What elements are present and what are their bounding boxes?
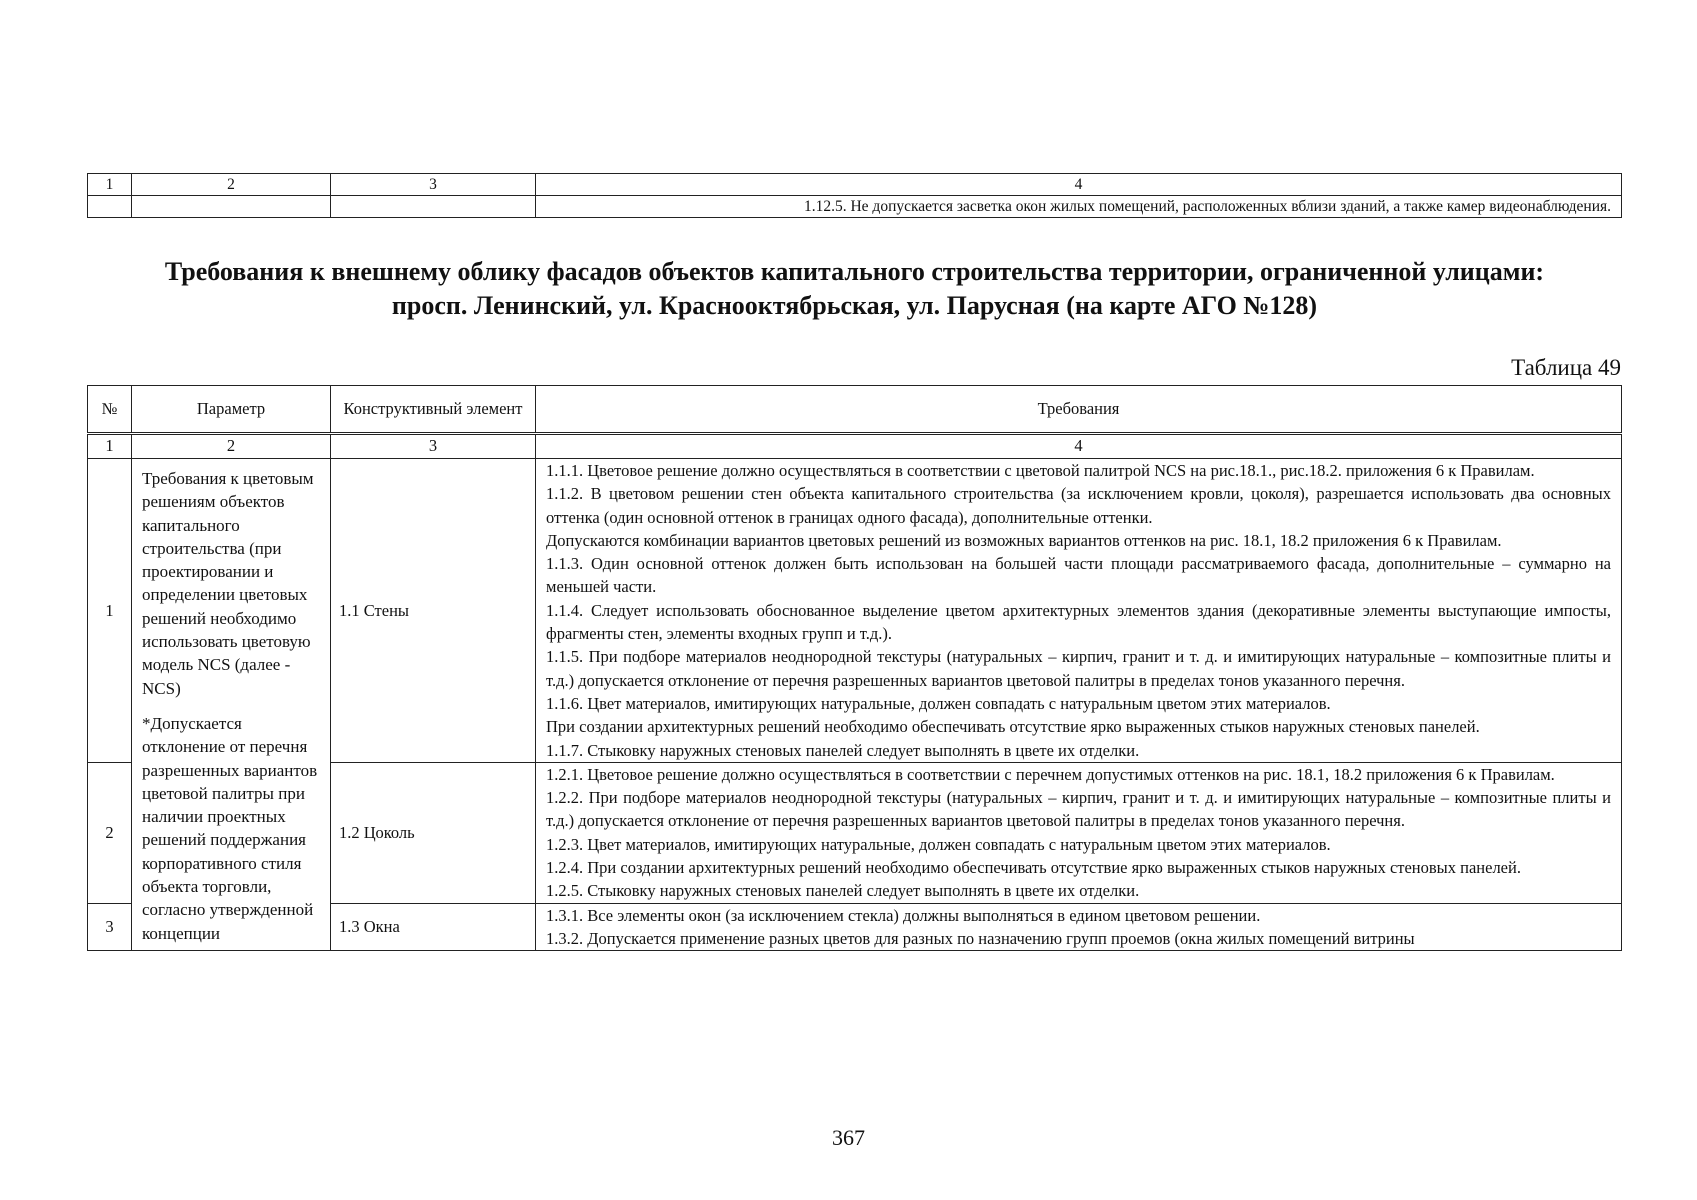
page-number: 367	[832, 1125, 865, 1150]
element-cell: 1.1 Стены	[331, 459, 536, 763]
col-number-3: 3	[331, 434, 536, 459]
section-heading	[87, 255, 1622, 323]
empty-cell	[331, 196, 536, 218]
parameter-note: *Допускается отклонение от перечня разрешенных вариантов цветовой палитры при наличии проектных решений поддержания корпоративного стиля объекта торговли, согласно утвержденной концепции	[142, 713, 318, 943]
table-row	[88, 196, 1622, 218]
col-number-4: 4	[536, 174, 1622, 196]
requirement-item: 1.1.1. Цветовое решение должно осуществляться в соответствии с цветовой палитрой NCS на рис.18.1., рис.18.2. приложения 6 к Правилам.	[546, 461, 1535, 480]
requirement-item: 1.1.2. В цветовом решении стен объекта капитального строительства (за исключением кровли, цоколя), разрешается использовать два основных оттенка (один основной оттенок в границах одного фасада), дополнительные оттенки.	[546, 484, 1611, 527]
requirement-cell: 1.12.5. Не допускается засветка окон жилых помещений, расположенных вблизи зданий, а также камер видеонаблюдения.	[536, 196, 1622, 218]
requirement-item: 1.1.6. Цвет материалов, имитирующих натуральные, должен совпадать с натуральным цветом этих материалов.	[546, 693, 1331, 713]
requirement-item: 1.1.5. При подборе материалов неоднородной текстуры (натуральных – кирпич, гранит и т. д. и имитирующих натуральные – композитные плиты и т.д.) допускается отклонение от перечня разрешенных вариантов цветовой палитры в пределах тонов указанного перечня.	[546, 647, 1611, 690]
element-cell: 1.3 Окна	[331, 903, 536, 951]
empty-cell	[88, 196, 132, 218]
header-parameter: Параметр	[132, 386, 331, 434]
parameter-cell	[132, 459, 331, 951]
table-header-row	[88, 386, 1622, 434]
requirement-item: 1.1.3. Один основной оттенок должен быть использован на большей части площади рассматриваемого фасада, дополнительные – суммарно на меньшей части.	[546, 554, 1611, 597]
requirements-cell	[536, 762, 1622, 903]
requirements-cell	[536, 903, 1622, 951]
requirements-cell	[536, 459, 1622, 763]
requirement-item: 1.3.2. Допускается применение разных цветов для разных по назначению групп проемов (окна жилых помещений витрины	[546, 928, 1415, 948]
row-number: 3	[88, 903, 132, 951]
col-number-2: 2	[132, 434, 331, 459]
requirement-item: 1.3.1. Все элементы окон (за исключением стекла) должны выполняться в едином цветовом решении.	[546, 905, 1261, 925]
requirement-item: 1.2.2. При подборе материалов неоднородной текстуры (натуральных – кирпич, гранит и т. д. и имитирующих натуральные – композитные плиты и т.д.) допускается отклонение от перечня разрешенных вариантов цветовой палитры в пределах тонов указанного перечня.	[546, 788, 1611, 831]
empty-cell	[132, 196, 331, 218]
requirement-item: 1.1.7. Стыковку наружных стеновых панелей следует выполнять в цвете их отделки.	[546, 740, 1140, 760]
col-number-2: 2	[132, 174, 331, 196]
table-number-label: Таблица 49	[1511, 355, 1621, 380]
col-number-1: 1	[88, 434, 132, 459]
requirements-table	[87, 385, 1622, 951]
requirement-item: При создании архитектурных решений необходимо обеспечивать отсутствие ярко выраженных стыков наружных стеновых панелей.	[546, 717, 1480, 737]
requirement-item: Допускаются комбинации вариантов цветовых решений из возможных вариантов оттенков на рис. 18.1, 18.2 приложения 6 к Правилам.	[546, 530, 1502, 550]
header-element: Конструктивный элемент	[331, 386, 536, 434]
requirement-item: 1.2.4. При создании архитектурных решений необходимо обеспечивать отсутствие ярко выраженных стыков наружных стеновых панелей.	[546, 858, 1521, 878]
requirement-item: 1.2.5. Стыковку наружных стеновых панелей следует выполнять в цвете их отделки.	[546, 881, 1140, 901]
col-number-3: 3	[331, 174, 536, 196]
column-number-row	[88, 434, 1622, 459]
table-row	[88, 459, 1622, 763]
column-number-row	[88, 174, 1622, 196]
requirement-item: 1.2.3. Цвет материалов, имитирующих натуральные, должен совпадать с натуральным цветом этих материалов.	[546, 834, 1331, 854]
row-number: 1	[88, 459, 132, 763]
requirement-item: 1.1.4. Следует использовать обоснованное выделение цветом архитектурных элементов здания (декоративные элементы выступающие импосты, фрагменты стен, элементы входных групп и т.д.).	[546, 600, 1611, 644]
parameter-text: Требования к цветовым решениям объектов капитального строительства (при проектировании и определении цветовых решений необходимо использовать цветовую модель NCS (далее - NCS)	[142, 469, 314, 698]
heading-line-2: просп. Ленинский, ул. Краснооктябрьская, ул. Парусная (на карте АГО №128)	[391, 291, 1318, 320]
col-number-4: 4	[536, 434, 1622, 459]
header-number: №	[88, 386, 132, 434]
col-number-1: 1	[88, 174, 132, 196]
heading-line-1: Требования к внешнему облику фасадов объектов капитального строительства территории, ограниченной улицами:	[164, 257, 1545, 286]
header-requirements: Требования	[536, 386, 1622, 434]
continuation-table	[87, 173, 1622, 218]
row-number: 2	[88, 762, 132, 903]
element-cell: 1.2 Цоколь	[331, 762, 536, 903]
requirement-item: 1.2.1. Цветовое решение должно осуществляться в соответствии с перечнем допустимых оттенков на рис. 18.1, 18.2 приложения 6 к Правилам.	[546, 764, 1555, 784]
